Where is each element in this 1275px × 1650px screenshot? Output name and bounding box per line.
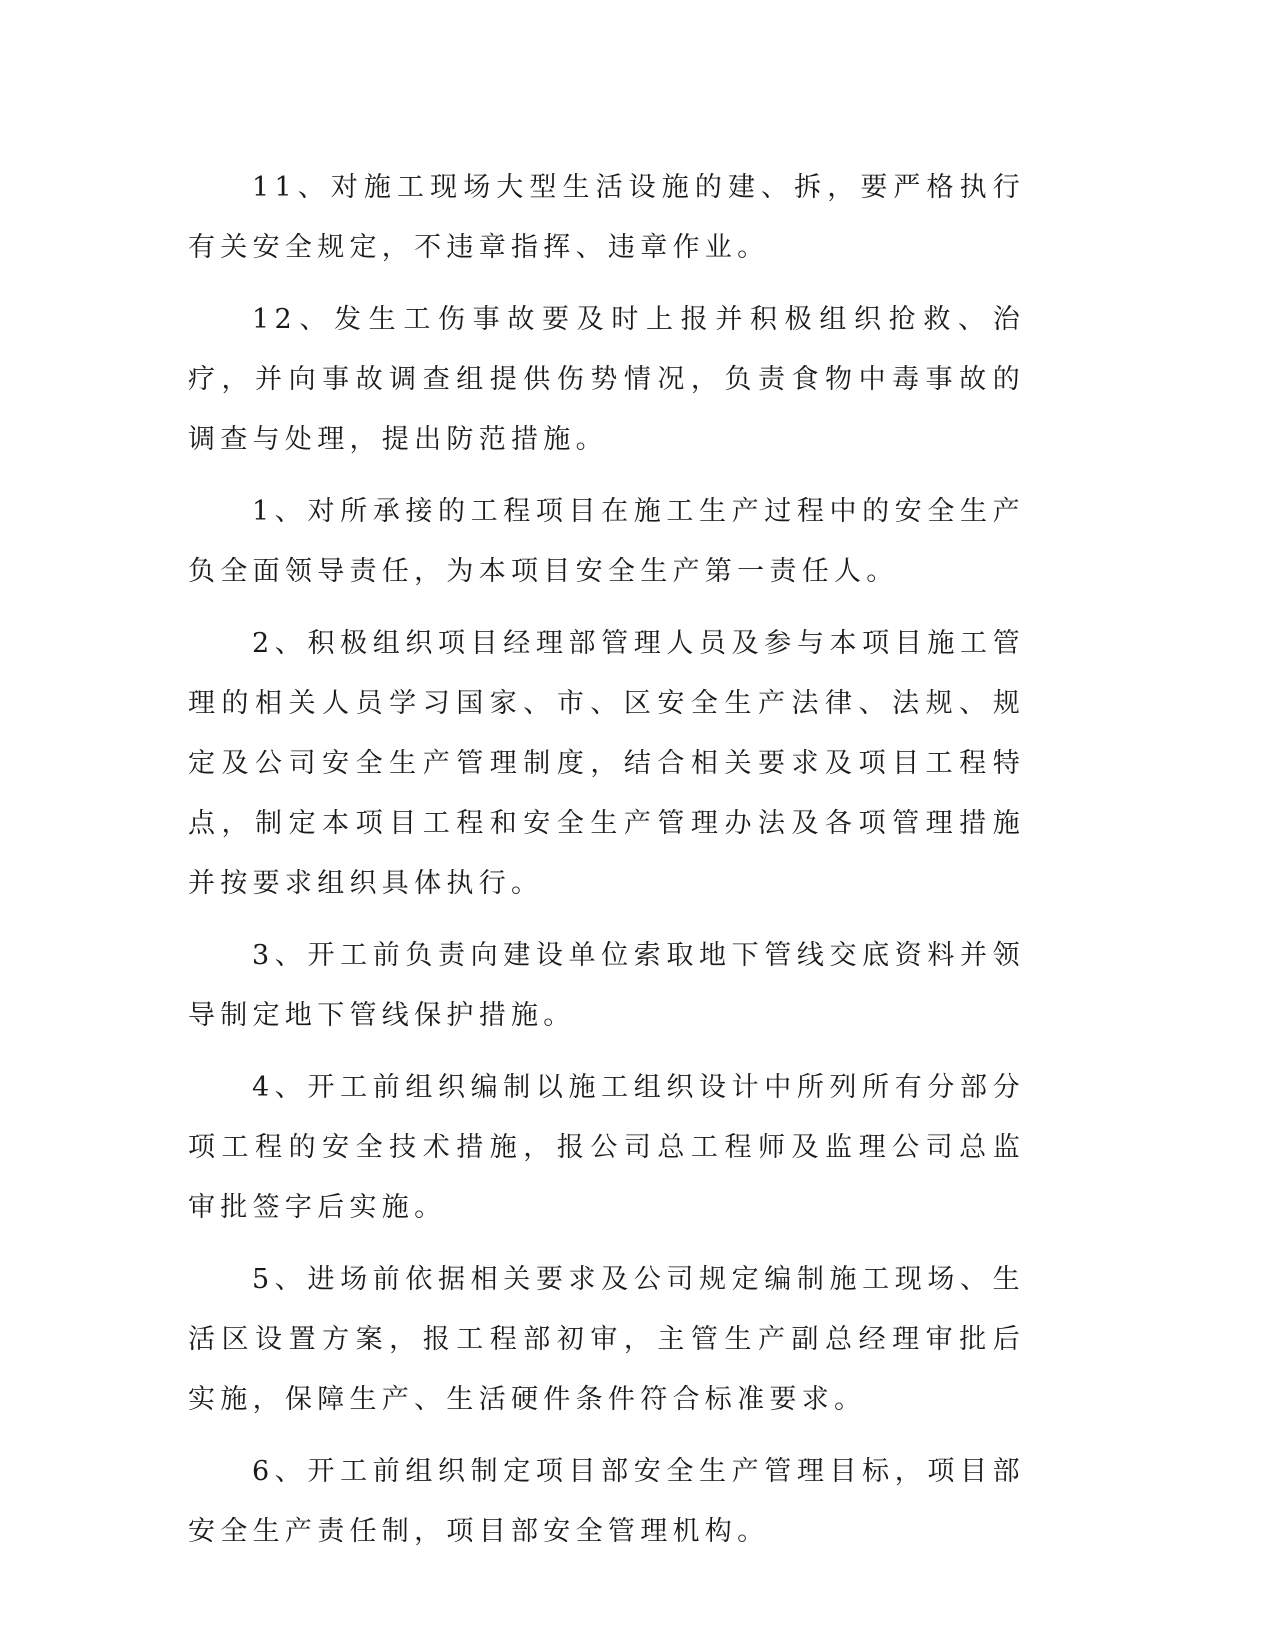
- paragraph-item-4: 4、开工前组织编制以施工组织设计中所列所有分部分项工程的安全技术措施，报公司总工程师及监理公司总监审批签字后实施。: [188, 1072, 1025, 1223]
- paragraph-item-1: 1、对所承接的工程项目在施工生产过程中的安全生产负全面领导责任，为本项目安全生产第一责任人。: [188, 496, 1025, 587]
- paragraph-item-5: 5、进场前依据相关要求及公司规定编制施工现场、生活区设置方案，报工程部初审，主管生产副总经理审批后实施，保障生产、生活硬件条件符合标准要求。: [188, 1264, 1025, 1415]
- paragraph-item-11: 11、对施工现场大型生活设施的建、拆，要严格执行有关安全规定，不违章指挥、违章作业。: [188, 172, 1025, 263]
- paragraph-item-3: 3、开工前负责向建设单位索取地下管线交底资料并领导制定地下管线保护措施。: [188, 940, 1025, 1031]
- paragraph-item-2: 2、积极组织项目经理部管理人员及参与本项目施工管理的相关人员学习国家、市、区安全生产法律、法规、规定及公司安全生产管理制度，结合相关要求及项目工程特点，制定本项目工程和安全生产管理办法及各项管理措施并按要求组织具体执行。: [188, 628, 1025, 899]
- paragraph-item-12: 12、发生工伤事故要及时上报并积极组织抢救、治疗，并向事故调查组提供伤势情况，负责食物中毒事故的调查与处理，提出防范措施。: [188, 304, 1025, 455]
- paragraph-item-6: 6、开工前组织制定项目部安全生产管理目标，项目部安全生产责任制，项目部安全管理机构。: [188, 1456, 1025, 1547]
